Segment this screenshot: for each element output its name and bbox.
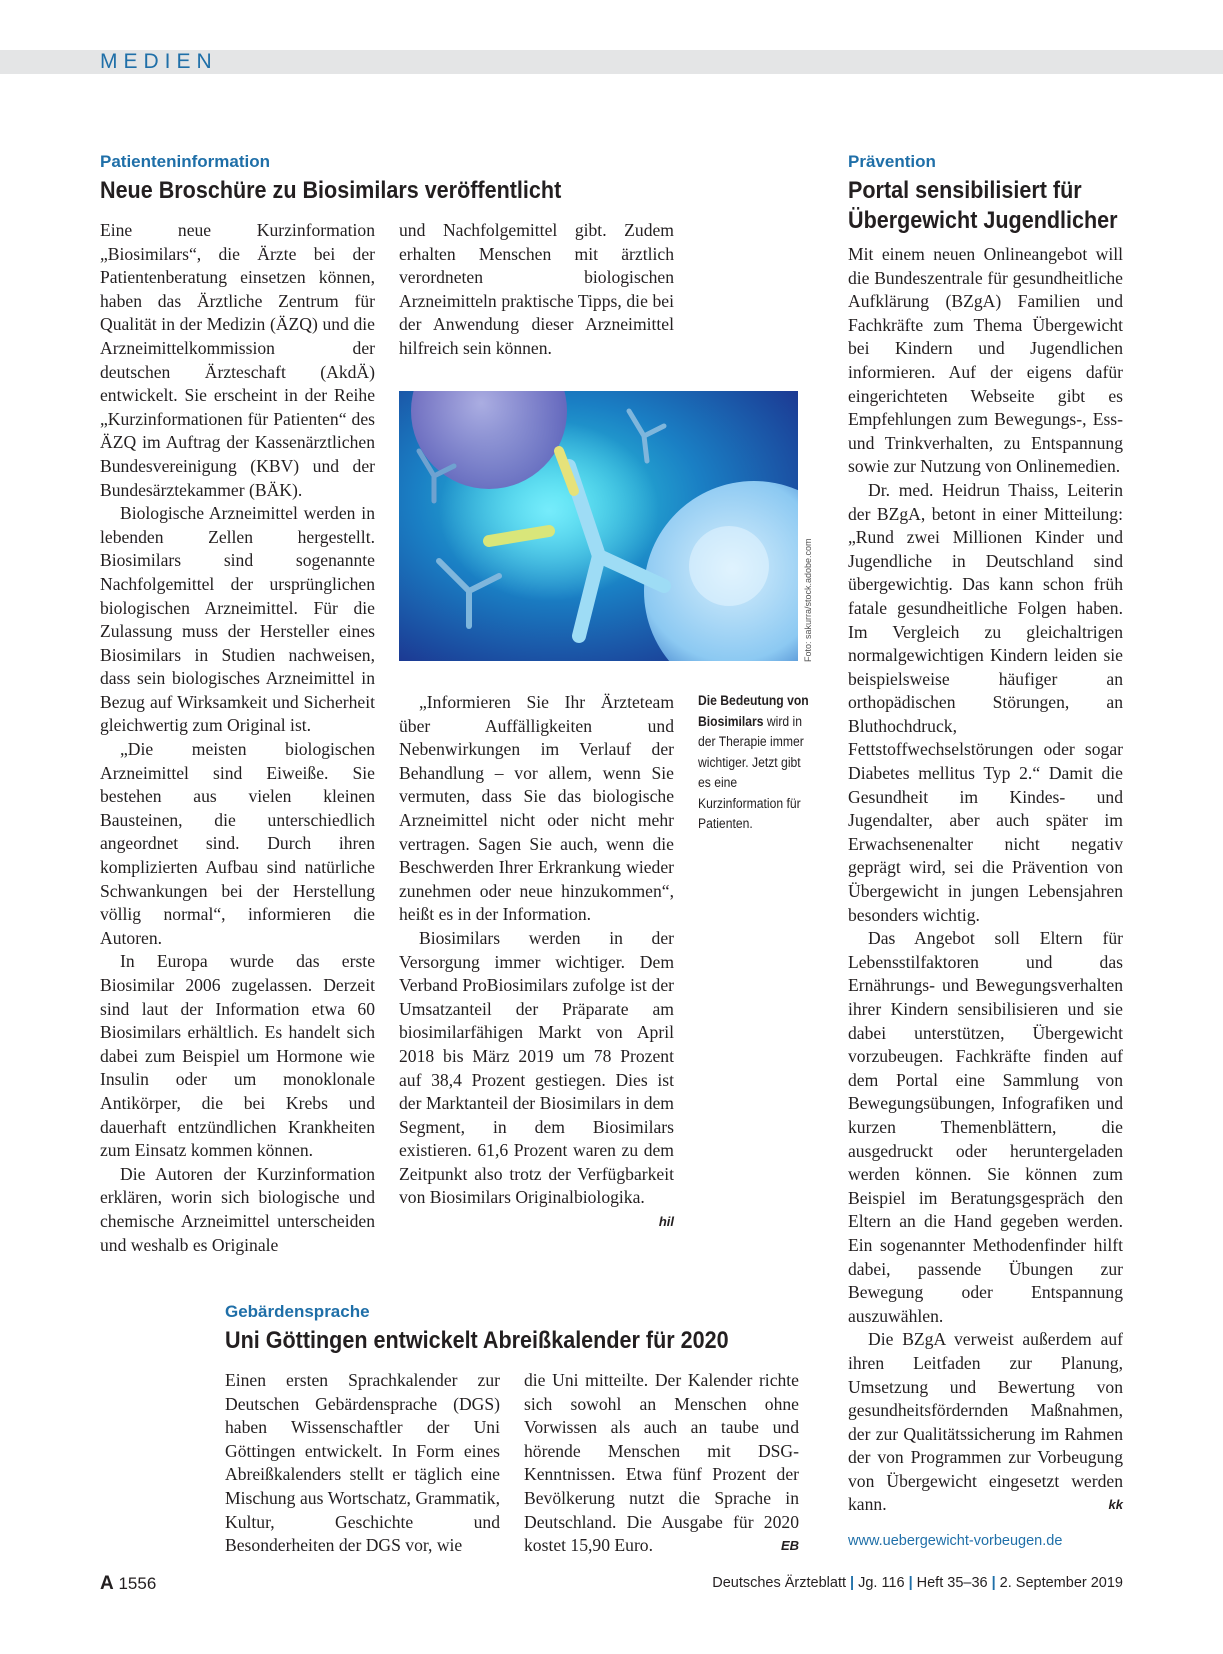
- article1-headline: Neue Broschüre zu Biosimilars veröffentlicht: [100, 177, 562, 204]
- article2-column: [848, 243, 1123, 1517]
- paragraph: und Nachfolgemittel gibt. Zudem erhalten Menschen mit ärztlich verordneten biologischen Arzneimitteln praktische Tipps, die bei der Anwendung dieser Arzneimittel hilfreich sein können.: [399, 220, 674, 358]
- paragraph: Mit einem neuen Onlineangebot will die Bundeszentrale für gesundheitliche Aufklärung (BZgA) Familien und Fachkräfte zum Thema Übergewicht bei Kindern und Jugendlichen informieren. Auf der eigens dafür eingerichteten Webseite gibt es Empfehlungen zum Bewegungs-, Ess- und Trinkverhalten, zu Entspannung sowie zur Nutzung von Onlinemedien.: [848, 244, 1123, 477]
- journal-info: [712, 1575, 1123, 1591]
- article1-column-2-bottom: [399, 691, 674, 1233]
- separator: |: [850, 1575, 855, 1591]
- journal-issue: Heft 35–36: [916, 1575, 988, 1591]
- paragraph: In Europa wurde das erste Biosimilar 2006 zugelassen. Derzeit sind laut der Information etwa 60 Biosimilars erhältlich. Es handelt sich dabei zum Beispiel um Hormone wie Insulin oder um monoklonale Antikörper, die bei Krebs und dauerhaft entzündlichen Krankheiten zum Einsatz kommen können.: [100, 951, 375, 1161]
- paragraph: „Informieren Sie Ihr Ärzteteam über Auffälligkeiten und Nebenwirkungen im Verlauf der Behandlung – vor allem, wenn Sie vermuten, dass Sie das biologische Arzneimittel nicht oder nicht mehr vertragen. Sagen Sie auch, wenn die Beschwerden Ihrer Erkrankung wieder zunehmen oder neue hinzukommen“, heißt es in der Information.: [399, 692, 674, 925]
- paragraph: „Die meisten biologischen Arzneimittel sind Eiweiße. Sie bestehen aus vielen kleinen Bausteinen, die unterschiedlich angeordnet sind. Durch ihren komplizierten Aufbau sind natürliche Schwankungen bei der Herstellung völlig normal“, informieren die Autoren.: [100, 739, 375, 948]
- article2-kicker: Prävention: [848, 152, 936, 171]
- paragraph: Biologische Arzneimittel werden in lebenden Zellen hergestellt. Biosimilars sind sogenannte Nachfolgemittel der ursprünglichen biologischen Arzneimittel. Für die Zulassung muss der Hersteller eines Biosimilars in Studien nachweisen, dass sein biologisches Arzneimittel in Bezug auf Wirksamkeit und Sicherheit gleichwertig zum Original ist.: [100, 503, 375, 736]
- article2-website-link[interactable]: www.uebergewicht-vorbeugen.de: [848, 1533, 1063, 1549]
- paragraph: Eine neue Kurzinformation „Biosimilars“, die Ärzte bei der Patientenberatung einsetzen können, haben das Ärztliche Zentrum für Qualität in der Medizin (ÄZQ) und die Arzneimittelkommission der deutschen Ärzteschaft (AkdÄ) entwickelt. Sie erscheint in der Reihe „Kurzinformationen für Patienten“ des ÄZQ im Auftrag der Kassenärztlichen Bundesvereinigung (KBV) und der Bundesärztekammer (BÄK).: [100, 220, 375, 500]
- journal-date: 2. September 2019: [999, 1575, 1123, 1591]
- paragraph: Die Autoren der Kurzinformation erklären, worin sich biologische und chemische Arzneimittel unterscheiden und weshalb es Originale: [100, 1163, 375, 1255]
- photo-caption: [698, 691, 811, 835]
- caption-text: wird in der Therapie immer wichtiger. Jetzt gibt es eine Kurzinformation für Patienten.: [698, 713, 804, 831]
- paragraph-text: Biosimilars werden in der Versorgung immer wichtiger. Dem Verband ProBiosimilars zufolge ist der Umsatzanteil der Präparate am biosimilarfähigen Markt von April 2018 bis März 2019 um 78 Prozent auf 38,4 Prozent gestiegen. Dies ist der Marktanteil der Biosimilars in dem Segment, in dem Biosimilars existieren. 61,6 Prozent waren zu dem Zeitpunkt also trotz der Verfügbarkeit von Biosimilars Originalbiologika.: [399, 927, 674, 1208]
- article3-signature: EB: [780, 1538, 799, 1554]
- article1-column-1: [100, 219, 375, 1257]
- paragraph: [524, 1369, 799, 1558]
- article3-headline: Uni Göttingen entwickelt Abreißkalender für 2020: [225, 1327, 729, 1354]
- page-prefix: A: [100, 1573, 114, 1594]
- journal-name: Deutsches Ärzteblatt: [712, 1575, 847, 1591]
- page-number: [100, 1573, 156, 1595]
- separator: |: [991, 1575, 996, 1591]
- page-number-value: 1556: [118, 1574, 157, 1593]
- paragraph: [399, 927, 674, 1230]
- article3-column-1: [225, 1369, 500, 1558]
- paragraph: [848, 1328, 1123, 1517]
- paragraph-text: Die BZgA verweist außerdem auf ihren Leitfaden zur Planung, Umsetzung und Bewertung von gesundheitsfördernden Maßnahmen, der zur Qualitätssicherung im Rahmen der von Programmen zur Vorbeugung von Übergewicht eingesetzt werden kann.: [848, 1329, 1123, 1515]
- section-title: MEDIEN: [100, 50, 218, 73]
- article1-kicker: Patienteninformation: [100, 152, 271, 171]
- article3-kicker: Gebärdensprache: [225, 1302, 370, 1321]
- paragraph: Einen ersten Sprachkalender zur Deutschen Gebärdensprache (DGS) haben Wissenschaftler der Uni Göttingen entwickelt. In Form eines Abreißkalenders stellt er täglich eine Mischung aus Wortschatz, Grammatik, Kultur, Geschichte und Besonderheiten der DGS vor, wie: [225, 1370, 500, 1556]
- biosimilars-photo: [399, 391, 798, 661]
- antibody-cells-illustration: [399, 391, 798, 661]
- article2-headline: Portal sensibilisiert für Übergewicht Jugendlicher: [848, 177, 1118, 234]
- paragraph: Dr. med. Heidrun Thaiss, Leiterin der BZgA, betont in einer Mitteilung: „Rund zwei Millionen Kinder und Jugendliche in Deutschland sind übergewichtig. Das kann schon früh fatale gesundheitliche Folgen haben. Im Vergleich zu gleichaltrigen normalgewichtigen Kindern leiden sie beispielsweise häufiger an orthopädischen Störungen, an Bluthochdruck, Fettstoffwechselstörungen oder sogar Diabetes mellitus Typ 2.“ Damit die Gesundheit im Kindes- und Jugendalter, aber auch später im Erwachsenenalter nicht negativ geprägt wird, sei die Prävention von Übergewicht in jungen Lebensjahren besonders wichtig.: [848, 479, 1123, 925]
- article2-signature: kk: [1108, 1497, 1123, 1513]
- article1-column-2-top: [399, 219, 674, 361]
- separator: |: [908, 1575, 913, 1591]
- photo-credit: Foto: sakurra/stock.adobe.com: [803, 538, 813, 662]
- paragraph: Das Angebot soll Eltern für Lebensstilfaktoren und das Ernährungs- und Bewegungsverhalten ihrer Kindern sensibilisieren und sie dabei unterstützen, Übergewicht vorzubeugen. Fachkräfte finden auf dem Portal eine Sammlung von Bewegungsübungen, Infografiken und kurzen Themenblättern, die ausgedruckt oder heruntergeladen werden können. Sie können zum Beispiel im Beratungsgespräch den Eltern an die Hand gegeben werden. Ein sogenannter Methodenfinder hilft dabei, passende Übungen zur Bewegung oder Entspannung auszuwählen.: [848, 928, 1123, 1326]
- paragraph-text: die Uni mitteilte. Der Kalender richte sich sowohl an Menschen ohne Vorwissen als auch an taube und hörende Menschen mit DSG-Kenntnissen. Etwa fünf Prozent der Bevölkerung nutzt die Sprache in Deutschland. Die Ausgabe für 2020 kostet 15,90 Euro.: [524, 1370, 799, 1556]
- journal-volume: Jg. 116: [858, 1575, 905, 1591]
- article1-signature: hil: [658, 1214, 674, 1230]
- caption-bold: Die Bedeutung von Biosimilars: [698, 693, 809, 729]
- article3-column-2: [524, 1369, 799, 1558]
